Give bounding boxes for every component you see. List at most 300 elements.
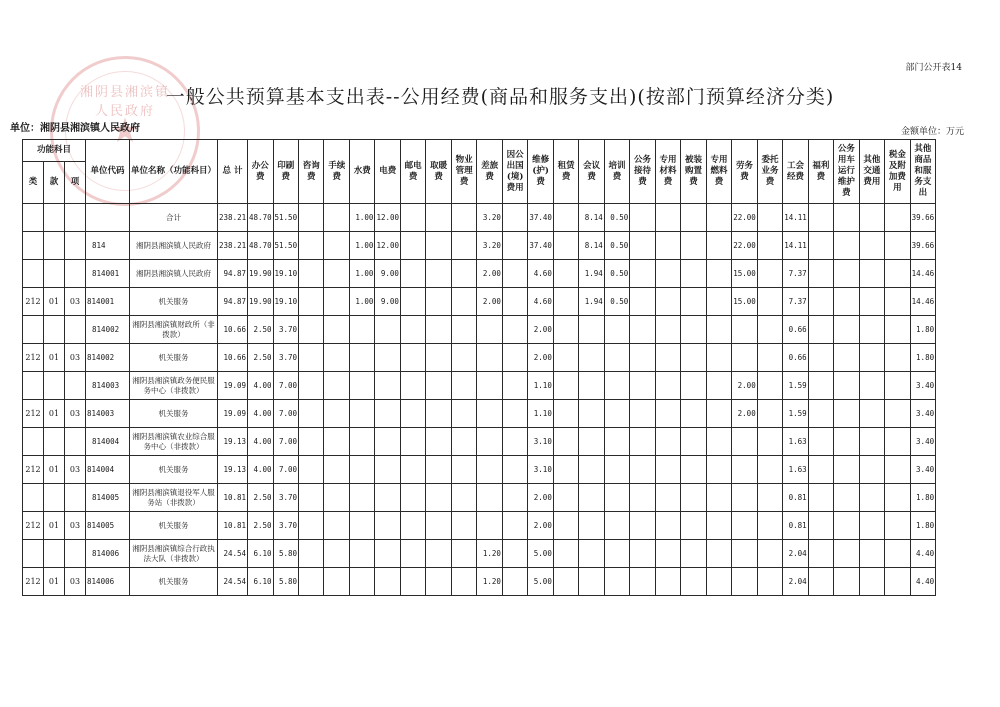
value-cell: 3.20 bbox=[477, 232, 502, 260]
value-cell bbox=[604, 400, 629, 428]
value-cell: 19.90 bbox=[248, 260, 273, 288]
value-cell: 19.90 bbox=[248, 288, 273, 316]
value-cell bbox=[834, 260, 859, 288]
lei-cell: 212 bbox=[23, 456, 44, 484]
value-cell bbox=[859, 484, 884, 512]
value-cell: 5.00 bbox=[528, 540, 553, 568]
kuan-cell bbox=[44, 540, 65, 568]
col-header: 维修(护)费 bbox=[528, 140, 553, 204]
total-cell: 10.81 bbox=[218, 484, 248, 512]
kuan-cell bbox=[44, 232, 65, 260]
value-cell bbox=[451, 232, 476, 260]
value-cell: 51.50 bbox=[273, 232, 298, 260]
value-cell bbox=[757, 288, 782, 316]
value-cell: 0.66 bbox=[783, 316, 808, 344]
table-row bbox=[23, 484, 962, 512]
value-cell bbox=[834, 568, 859, 596]
value-cell bbox=[451, 260, 476, 288]
value-cell: 5.80 bbox=[273, 540, 298, 568]
col-header: 专用材料费 bbox=[655, 140, 680, 204]
value-cell bbox=[859, 512, 884, 540]
value-cell bbox=[400, 568, 425, 596]
value-cell bbox=[859, 400, 884, 428]
unit-code-cell: 814004 bbox=[86, 428, 130, 456]
value-cell bbox=[808, 400, 833, 428]
value-cell: 2.00 bbox=[732, 400, 757, 428]
value-cell bbox=[579, 540, 604, 568]
lei-cell bbox=[23, 232, 44, 260]
value-cell: 2.50 bbox=[248, 344, 273, 372]
value-cell: 8.14 bbox=[579, 232, 604, 260]
value-cell bbox=[324, 288, 349, 316]
col-header: 公务接待费 bbox=[630, 140, 655, 204]
value-cell: 1.63 bbox=[783, 456, 808, 484]
value-cell bbox=[477, 512, 502, 540]
table-row bbox=[23, 512, 962, 540]
unit-code-cell: 814002 bbox=[86, 344, 130, 372]
value-cell: 3.40 bbox=[910, 372, 935, 400]
total-cell: 24.54 bbox=[218, 540, 248, 568]
total-cell: 94.87 bbox=[218, 288, 248, 316]
seal-star-icon: ★ bbox=[109, 111, 141, 151]
value-cell bbox=[885, 344, 910, 372]
value-cell bbox=[630, 316, 655, 344]
value-cell bbox=[732, 512, 757, 540]
value-cell bbox=[400, 456, 425, 484]
value-cell bbox=[553, 288, 578, 316]
value-cell bbox=[299, 316, 324, 344]
unit-code-cell: 814006 bbox=[86, 568, 130, 596]
value-cell bbox=[885, 512, 910, 540]
value-cell: 7.00 bbox=[273, 372, 298, 400]
total-header: 总 计 bbox=[218, 140, 248, 204]
value-cell: 4.60 bbox=[528, 288, 553, 316]
value-cell bbox=[757, 512, 782, 540]
value-cell bbox=[706, 484, 731, 512]
value-cell: 9.00 bbox=[375, 288, 400, 316]
value-cell: 5.80 bbox=[273, 568, 298, 596]
value-cell bbox=[732, 316, 757, 344]
value-cell bbox=[834, 204, 859, 232]
kuan-cell: 01 bbox=[44, 400, 65, 428]
value-cell bbox=[579, 316, 604, 344]
value-cell: 1.00 bbox=[349, 288, 374, 316]
value-cell bbox=[451, 316, 476, 344]
total-cell: 19.09 bbox=[218, 400, 248, 428]
value-cell bbox=[299, 484, 324, 512]
kuan-cell: 01 bbox=[44, 288, 65, 316]
value-cell bbox=[426, 428, 451, 456]
value-cell bbox=[885, 232, 910, 260]
value-cell bbox=[400, 204, 425, 232]
value-cell bbox=[451, 204, 476, 232]
value-cell: 9.00 bbox=[375, 260, 400, 288]
value-cell: 1.00 bbox=[349, 260, 374, 288]
value-cell bbox=[808, 260, 833, 288]
value-cell bbox=[757, 316, 782, 344]
value-cell bbox=[859, 260, 884, 288]
value-cell bbox=[426, 372, 451, 400]
total-cell: 94.87 bbox=[218, 260, 248, 288]
value-cell bbox=[630, 204, 655, 232]
total-cell: 10.66 bbox=[218, 344, 248, 372]
value-cell: 3.20 bbox=[477, 204, 502, 232]
value-cell bbox=[426, 316, 451, 344]
value-cell bbox=[400, 512, 425, 540]
xiang-cell bbox=[65, 204, 86, 232]
unit-name-cell: 湘阴县湘滨镇退役军人服务站（非拨款） bbox=[130, 484, 218, 512]
lei-cell bbox=[23, 204, 44, 232]
total-cell: 10.66 bbox=[218, 316, 248, 344]
value-cell bbox=[426, 512, 451, 540]
lei-cell bbox=[23, 316, 44, 344]
col-header: 取暖费 bbox=[426, 140, 451, 204]
value-cell bbox=[757, 204, 782, 232]
value-cell bbox=[630, 344, 655, 372]
kuan-header: 款 bbox=[44, 162, 65, 204]
xiang-cell: 03 bbox=[65, 288, 86, 316]
value-cell bbox=[553, 232, 578, 260]
value-cell: 3.10 bbox=[528, 428, 553, 456]
unit-name-cell: 湘阴县湘滨镇综合行政执法大队（非拨款） bbox=[130, 540, 218, 568]
value-cell bbox=[681, 204, 706, 232]
value-cell bbox=[757, 260, 782, 288]
value-cell bbox=[859, 288, 884, 316]
value-cell bbox=[349, 400, 374, 428]
value-cell: 4.40 bbox=[910, 568, 935, 596]
value-cell bbox=[553, 512, 578, 540]
value-cell bbox=[502, 400, 527, 428]
value-cell: 1.94 bbox=[579, 260, 604, 288]
value-cell bbox=[375, 568, 400, 596]
value-cell bbox=[732, 456, 757, 484]
value-cell: 0.50 bbox=[604, 204, 629, 232]
value-cell bbox=[834, 428, 859, 456]
total-cell: 19.13 bbox=[218, 456, 248, 484]
xiang-cell: 03 bbox=[65, 456, 86, 484]
value-cell bbox=[502, 232, 527, 260]
value-cell bbox=[630, 456, 655, 484]
value-cell bbox=[426, 288, 451, 316]
value-cell: 3.40 bbox=[910, 456, 935, 484]
value-cell bbox=[299, 204, 324, 232]
value-cell bbox=[630, 288, 655, 316]
value-cell bbox=[859, 316, 884, 344]
value-cell: 5.00 bbox=[528, 568, 553, 596]
value-cell bbox=[400, 344, 425, 372]
lei-cell: 212 bbox=[23, 288, 44, 316]
value-cell: 1.20 bbox=[477, 540, 502, 568]
value-cell bbox=[859, 232, 884, 260]
value-cell bbox=[655, 260, 680, 288]
lei-cell bbox=[23, 372, 44, 400]
value-cell bbox=[451, 400, 476, 428]
value-cell bbox=[604, 344, 629, 372]
col-header: 咨询费 bbox=[299, 140, 324, 204]
value-cell bbox=[732, 484, 757, 512]
value-cell: 4.00 bbox=[248, 400, 273, 428]
value-cell bbox=[299, 400, 324, 428]
value-cell bbox=[706, 540, 731, 568]
value-cell bbox=[400, 316, 425, 344]
value-cell bbox=[681, 316, 706, 344]
value-cell bbox=[655, 456, 680, 484]
col-header: 邮电费 bbox=[400, 140, 425, 204]
value-cell: 22.00 bbox=[732, 232, 757, 260]
unit-name-cell: 机关服务 bbox=[130, 400, 218, 428]
value-cell: 0.50 bbox=[604, 232, 629, 260]
value-cell bbox=[324, 204, 349, 232]
value-cell bbox=[655, 372, 680, 400]
value-cell bbox=[477, 456, 502, 484]
value-cell: 48.70 bbox=[248, 232, 273, 260]
value-cell bbox=[324, 260, 349, 288]
value-cell bbox=[324, 428, 349, 456]
value-cell bbox=[579, 428, 604, 456]
value-cell: 0.66 bbox=[783, 344, 808, 372]
value-cell bbox=[630, 372, 655, 400]
value-cell: 14.11 bbox=[783, 204, 808, 232]
value-cell bbox=[655, 540, 680, 568]
value-cell bbox=[502, 512, 527, 540]
value-cell bbox=[502, 568, 527, 596]
value-cell bbox=[400, 288, 425, 316]
value-cell bbox=[553, 540, 578, 568]
table-row bbox=[23, 204, 962, 232]
value-cell bbox=[477, 316, 502, 344]
value-cell bbox=[834, 540, 859, 568]
value-cell: 7.00 bbox=[273, 428, 298, 456]
value-cell bbox=[604, 512, 629, 540]
value-cell bbox=[808, 568, 833, 596]
value-cell bbox=[859, 344, 884, 372]
col-header: 培训费 bbox=[604, 140, 629, 204]
value-cell bbox=[324, 456, 349, 484]
value-cell bbox=[757, 232, 782, 260]
value-cell: 1.59 bbox=[783, 400, 808, 428]
unit-code-cell: 814003 bbox=[86, 400, 130, 428]
value-cell bbox=[451, 372, 476, 400]
value-cell bbox=[426, 540, 451, 568]
value-cell bbox=[630, 428, 655, 456]
total-cell: 19.09 bbox=[218, 372, 248, 400]
value-cell bbox=[477, 484, 502, 512]
col-header: 水费 bbox=[349, 140, 374, 204]
unit-code-cell: 814005 bbox=[86, 512, 130, 540]
unit-name-cell: 湘阴县湘滨镇人民政府 bbox=[130, 260, 218, 288]
value-cell bbox=[706, 288, 731, 316]
col-header: 福利费 bbox=[808, 140, 833, 204]
value-cell bbox=[324, 372, 349, 400]
col-header: 差旅费 bbox=[477, 140, 502, 204]
value-cell bbox=[757, 400, 782, 428]
value-cell bbox=[604, 540, 629, 568]
value-cell bbox=[655, 484, 680, 512]
value-cell bbox=[808, 540, 833, 568]
value-cell bbox=[502, 344, 527, 372]
value-cell: 1.00 bbox=[349, 232, 374, 260]
unit-name-cell: 机关服务 bbox=[130, 568, 218, 596]
value-cell bbox=[451, 344, 476, 372]
value-cell: 2.00 bbox=[528, 512, 553, 540]
lei-cell: 212 bbox=[23, 344, 44, 372]
value-cell bbox=[834, 232, 859, 260]
unit-code-cell: 814002 bbox=[86, 316, 130, 344]
value-cell bbox=[451, 428, 476, 456]
value-cell bbox=[630, 512, 655, 540]
value-cell: 7.37 bbox=[783, 260, 808, 288]
value-cell: 37.40 bbox=[528, 232, 553, 260]
value-cell bbox=[604, 484, 629, 512]
xiang-header: 项 bbox=[65, 162, 86, 204]
value-cell: 2.00 bbox=[732, 372, 757, 400]
value-cell bbox=[655, 344, 680, 372]
value-cell bbox=[655, 512, 680, 540]
value-cell bbox=[757, 372, 782, 400]
value-cell bbox=[400, 260, 425, 288]
unit-name-cell: 湘阴县湘滨镇农业综合服务中心（非拨款） bbox=[130, 428, 218, 456]
table-row bbox=[23, 288, 962, 316]
value-cell bbox=[885, 540, 910, 568]
value-cell: 19.10 bbox=[273, 260, 298, 288]
value-cell bbox=[375, 428, 400, 456]
value-cell bbox=[706, 204, 731, 232]
value-cell bbox=[834, 456, 859, 484]
value-cell bbox=[502, 316, 527, 344]
unit-name-cell: 合计 bbox=[130, 204, 218, 232]
value-cell: 0.81 bbox=[783, 512, 808, 540]
value-cell: 0.50 bbox=[604, 260, 629, 288]
value-cell bbox=[553, 372, 578, 400]
value-cell bbox=[375, 372, 400, 400]
value-cell: 6.10 bbox=[248, 568, 273, 596]
kuan-cell bbox=[44, 316, 65, 344]
value-cell bbox=[349, 512, 374, 540]
table-body bbox=[23, 204, 962, 596]
value-cell bbox=[834, 288, 859, 316]
value-cell bbox=[859, 428, 884, 456]
table-row bbox=[23, 428, 962, 456]
value-cell bbox=[349, 540, 374, 568]
budget-table bbox=[22, 139, 962, 596]
value-cell bbox=[681, 232, 706, 260]
value-cell: 7.37 bbox=[783, 288, 808, 316]
value-cell bbox=[706, 372, 731, 400]
value-cell bbox=[757, 568, 782, 596]
value-cell bbox=[885, 316, 910, 344]
col-header: 办公费 bbox=[248, 140, 273, 204]
unit-code-cell: 814001 bbox=[86, 288, 130, 316]
value-cell bbox=[757, 428, 782, 456]
value-cell bbox=[451, 456, 476, 484]
value-cell: 2.00 bbox=[477, 260, 502, 288]
value-cell bbox=[477, 344, 502, 372]
total-cell: 24.54 bbox=[218, 568, 248, 596]
value-cell: 4.60 bbox=[528, 260, 553, 288]
lei-header: 类 bbox=[23, 162, 44, 204]
value-cell bbox=[630, 232, 655, 260]
value-cell bbox=[324, 568, 349, 596]
value-cell bbox=[375, 456, 400, 484]
col-header: 手续费 bbox=[324, 140, 349, 204]
col-header: 税金及附加费用 bbox=[885, 140, 910, 204]
value-cell bbox=[299, 428, 324, 456]
value-cell bbox=[426, 400, 451, 428]
value-cell bbox=[655, 568, 680, 596]
value-cell bbox=[681, 568, 706, 596]
total-cell: 238.21 bbox=[218, 204, 248, 232]
value-cell bbox=[553, 428, 578, 456]
value-cell bbox=[681, 260, 706, 288]
value-cell bbox=[502, 372, 527, 400]
value-cell: 8.14 bbox=[579, 204, 604, 232]
unit-name-cell: 机关服务 bbox=[130, 456, 218, 484]
value-cell bbox=[579, 344, 604, 372]
value-cell bbox=[681, 540, 706, 568]
kuan-cell bbox=[44, 260, 65, 288]
value-cell: 22.00 bbox=[732, 204, 757, 232]
value-cell: 1.80 bbox=[910, 316, 935, 344]
xiang-cell: 03 bbox=[65, 568, 86, 596]
value-cell bbox=[655, 400, 680, 428]
unit-name-cell: 湘阴县湘滨镇财政所（非拨款） bbox=[130, 316, 218, 344]
value-cell bbox=[859, 204, 884, 232]
seal-text: 湘阴县湘滨镇人民政府 bbox=[79, 85, 170, 119]
kuan-cell bbox=[44, 484, 65, 512]
total-cell: 238.21 bbox=[218, 232, 248, 260]
value-cell bbox=[579, 372, 604, 400]
unit-name-cell: 机关服务 bbox=[130, 512, 218, 540]
value-cell bbox=[477, 428, 502, 456]
value-cell bbox=[834, 484, 859, 512]
value-cell bbox=[477, 400, 502, 428]
col-header: 被装购置费 bbox=[681, 140, 706, 204]
value-cell: 7.00 bbox=[273, 400, 298, 428]
unit-code-cell: 814005 bbox=[86, 484, 130, 512]
table-row bbox=[23, 540, 962, 568]
value-cell bbox=[324, 232, 349, 260]
unit-name-header: 单位名称（功能科目） bbox=[130, 140, 218, 204]
value-cell: 3.70 bbox=[273, 484, 298, 512]
value-cell: 51.50 bbox=[273, 204, 298, 232]
value-cell bbox=[630, 540, 655, 568]
value-cell bbox=[655, 288, 680, 316]
value-cell bbox=[400, 400, 425, 428]
value-cell: 2.50 bbox=[248, 484, 273, 512]
value-cell bbox=[630, 400, 655, 428]
col-header: 工会经费 bbox=[783, 140, 808, 204]
value-cell bbox=[834, 372, 859, 400]
value-cell bbox=[706, 232, 731, 260]
value-cell bbox=[349, 316, 374, 344]
value-cell bbox=[706, 428, 731, 456]
value-cell bbox=[299, 372, 324, 400]
value-cell bbox=[579, 568, 604, 596]
value-cell: 1.10 bbox=[528, 372, 553, 400]
value-cell bbox=[375, 316, 400, 344]
value-cell bbox=[324, 344, 349, 372]
kuan-cell bbox=[44, 204, 65, 232]
value-cell bbox=[732, 344, 757, 372]
value-cell bbox=[834, 316, 859, 344]
value-cell bbox=[579, 400, 604, 428]
func-subject-header: 功能科目 bbox=[23, 140, 86, 162]
xiang-cell bbox=[65, 372, 86, 400]
value-cell: 2.00 bbox=[528, 484, 553, 512]
col-header: 会议费 bbox=[579, 140, 604, 204]
value-cell bbox=[324, 484, 349, 512]
value-cell bbox=[451, 512, 476, 540]
